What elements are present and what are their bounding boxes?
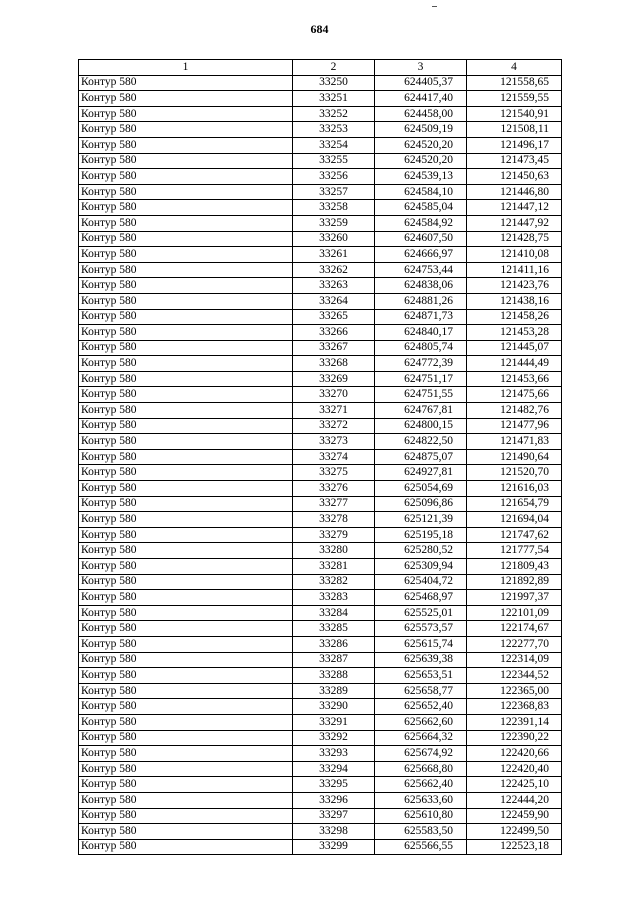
x-coordinate-cell: 624751,55 xyxy=(375,387,467,403)
x-coordinate-cell: 625662,40 xyxy=(375,777,467,793)
point-number-cell: 33289 xyxy=(293,683,375,699)
y-coordinate-cell: 121616,03 xyxy=(467,481,562,497)
point-number-cell: 33287 xyxy=(293,652,375,668)
contour-name-cell: Контур 580 xyxy=(79,605,293,621)
contour-name-cell: Контур 580 xyxy=(79,200,293,216)
contour-name-cell: Контур 580 xyxy=(79,247,293,263)
table-row xyxy=(79,184,562,200)
point-number-cell: 33280 xyxy=(293,543,375,559)
contour-name-cell: Контур 580 xyxy=(79,137,293,153)
contour-name-cell: Контур 580 xyxy=(79,340,293,356)
table-row xyxy=(79,777,562,793)
contour-name-cell: Контур 580 xyxy=(79,590,293,606)
y-coordinate-cell: 122425,10 xyxy=(467,777,562,793)
table-row xyxy=(79,496,562,512)
table-row xyxy=(79,621,562,637)
x-coordinate-cell: 624881,26 xyxy=(375,293,467,309)
contour-name-cell: Контур 580 xyxy=(79,122,293,138)
point-number-cell: 33284 xyxy=(293,605,375,621)
point-number-cell: 33257 xyxy=(293,184,375,200)
point-number-cell: 33255 xyxy=(293,153,375,169)
point-number-cell: 33272 xyxy=(293,418,375,434)
table-row xyxy=(79,278,562,294)
table-row xyxy=(79,293,562,309)
y-coordinate-cell: 121453,28 xyxy=(467,325,562,341)
table-row xyxy=(79,699,562,715)
contour-name-cell: Контур 580 xyxy=(79,184,293,200)
x-coordinate-cell: 625662,60 xyxy=(375,714,467,730)
y-coordinate-cell: 121445,07 xyxy=(467,340,562,356)
contour-name-cell: Контур 580 xyxy=(79,527,293,543)
point-number-cell: 33268 xyxy=(293,356,375,372)
contour-name-cell: Контур 580 xyxy=(79,262,293,278)
y-coordinate-cell: 121471,83 xyxy=(467,434,562,450)
point-number-cell: 33256 xyxy=(293,169,375,185)
point-number-cell: 33261 xyxy=(293,247,375,263)
x-coordinate-cell: 625639,38 xyxy=(375,652,467,668)
table-row xyxy=(79,356,562,372)
y-coordinate-cell: 121475,66 xyxy=(467,387,562,403)
contour-name-cell: Контур 580 xyxy=(79,91,293,107)
point-number-cell: 33260 xyxy=(293,231,375,247)
x-coordinate-cell: 624607,50 xyxy=(375,231,467,247)
y-coordinate-cell: 121428,75 xyxy=(467,231,562,247)
y-coordinate-cell: 121558,65 xyxy=(467,75,562,91)
y-coordinate-cell: 121473,45 xyxy=(467,153,562,169)
table-header-row xyxy=(79,60,562,76)
point-number-cell: 33295 xyxy=(293,777,375,793)
table-row xyxy=(79,465,562,481)
y-coordinate-cell: 121997,37 xyxy=(467,590,562,606)
y-coordinate-cell: 122277,70 xyxy=(467,636,562,652)
contour-name-cell: Контур 580 xyxy=(79,309,293,325)
contour-name-cell: Контур 580 xyxy=(79,652,293,668)
point-number-cell: 33275 xyxy=(293,465,375,481)
table-row xyxy=(79,91,562,107)
table-row xyxy=(79,527,562,543)
y-coordinate-cell: 122420,40 xyxy=(467,761,562,777)
point-number-cell: 33259 xyxy=(293,215,375,231)
table-row xyxy=(79,215,562,231)
contour-name-cell: Контур 580 xyxy=(79,231,293,247)
table-row xyxy=(79,839,562,855)
point-number-cell: 33294 xyxy=(293,761,375,777)
x-coordinate-cell: 625633,60 xyxy=(375,792,467,808)
contour-name-cell: Контур 580 xyxy=(79,714,293,730)
point-number-cell: 33274 xyxy=(293,449,375,465)
table-row xyxy=(79,761,562,777)
contour-name-cell: Контур 580 xyxy=(79,403,293,419)
contour-name-cell: Контур 580 xyxy=(79,293,293,309)
table-row xyxy=(79,122,562,138)
point-number-cell: 33273 xyxy=(293,434,375,450)
y-coordinate-cell: 122314,09 xyxy=(467,652,562,668)
table-body xyxy=(79,75,562,855)
x-coordinate-cell: 625468,97 xyxy=(375,590,467,606)
table-row xyxy=(79,683,562,699)
point-number-cell: 33297 xyxy=(293,808,375,824)
x-coordinate-cell: 624840,17 xyxy=(375,325,467,341)
table-row xyxy=(79,668,562,684)
table-row xyxy=(79,418,562,434)
point-number-cell: 33277 xyxy=(293,496,375,512)
y-coordinate-cell: 122365,00 xyxy=(467,683,562,699)
contour-name-cell: Контур 580 xyxy=(79,683,293,699)
contour-name-cell: Контур 580 xyxy=(79,512,293,528)
point-number-cell: 33292 xyxy=(293,730,375,746)
x-coordinate-cell: 625652,40 xyxy=(375,699,467,715)
table-row xyxy=(79,574,562,590)
point-number-cell: 33276 xyxy=(293,481,375,497)
point-number-cell: 33262 xyxy=(293,262,375,278)
contour-name-cell: Контур 580 xyxy=(79,169,293,185)
y-coordinate-cell: 121559,55 xyxy=(467,91,562,107)
contour-name-cell: Контур 580 xyxy=(79,75,293,91)
contour-name-cell: Контур 580 xyxy=(79,434,293,450)
table-row xyxy=(79,262,562,278)
y-coordinate-cell: 122174,67 xyxy=(467,621,562,637)
point-number-cell: 33291 xyxy=(293,714,375,730)
y-coordinate-cell: 121423,76 xyxy=(467,278,562,294)
point-number-cell: 33283 xyxy=(293,590,375,606)
contour-name-cell: Контур 580 xyxy=(79,465,293,481)
point-number-cell: 33264 xyxy=(293,293,375,309)
x-coordinate-cell: 624927,81 xyxy=(375,465,467,481)
contour-name-cell: Контур 580 xyxy=(79,153,293,169)
x-coordinate-cell: 624584,92 xyxy=(375,215,467,231)
contour-name-cell: Контур 580 xyxy=(79,777,293,793)
y-coordinate-cell: 121747,62 xyxy=(467,527,562,543)
scan-mark xyxy=(432,6,437,7)
x-coordinate-cell: 624405,37 xyxy=(375,75,467,91)
y-coordinate-cell: 121410,08 xyxy=(467,247,562,263)
table-row xyxy=(79,106,562,122)
point-number-cell: 33296 xyxy=(293,792,375,808)
point-number-cell: 33288 xyxy=(293,668,375,684)
contour-name-cell: Контур 580 xyxy=(79,496,293,512)
x-coordinate-cell: 624875,07 xyxy=(375,449,467,465)
point-number-cell: 33258 xyxy=(293,200,375,216)
x-coordinate-cell: 624520,20 xyxy=(375,137,467,153)
contour-name-cell: Контур 580 xyxy=(79,839,293,855)
x-coordinate-cell: 625525,01 xyxy=(375,605,467,621)
x-coordinate-cell: 624458,00 xyxy=(375,106,467,122)
x-coordinate-cell: 625653,51 xyxy=(375,668,467,684)
table-row xyxy=(79,714,562,730)
contour-name-cell: Контур 580 xyxy=(79,746,293,762)
table-row xyxy=(79,403,562,419)
table-row xyxy=(79,325,562,341)
point-number-cell: 33265 xyxy=(293,309,375,325)
column-header-2: 2 xyxy=(293,60,375,76)
y-coordinate-cell: 121446,80 xyxy=(467,184,562,200)
x-coordinate-cell: 625566,55 xyxy=(375,839,467,855)
contour-name-cell: Контур 580 xyxy=(79,792,293,808)
y-coordinate-cell: 121520,70 xyxy=(467,465,562,481)
y-coordinate-cell: 121809,43 xyxy=(467,559,562,575)
point-number-cell: 33252 xyxy=(293,106,375,122)
contour-name-cell: Контур 580 xyxy=(79,449,293,465)
contour-name-cell: Контур 580 xyxy=(79,730,293,746)
contour-name-cell: Контур 580 xyxy=(79,387,293,403)
x-coordinate-cell: 625674,92 xyxy=(375,746,467,762)
y-coordinate-cell: 121777,54 xyxy=(467,543,562,559)
point-number-cell: 33298 xyxy=(293,824,375,840)
table-row xyxy=(79,371,562,387)
table-row xyxy=(79,434,562,450)
x-coordinate-cell: 624767,81 xyxy=(375,403,467,419)
x-coordinate-cell: 624772,39 xyxy=(375,356,467,372)
x-coordinate-cell: 624751,17 xyxy=(375,371,467,387)
column-header-4: 4 xyxy=(467,60,562,76)
table-row xyxy=(79,309,562,325)
x-coordinate-cell: 625615,74 xyxy=(375,636,467,652)
x-coordinate-cell: 624838,06 xyxy=(375,278,467,294)
y-coordinate-cell: 122101,09 xyxy=(467,605,562,621)
contour-name-cell: Контур 580 xyxy=(79,371,293,387)
contour-name-cell: Контур 580 xyxy=(79,106,293,122)
table-row xyxy=(79,824,562,840)
x-coordinate-cell: 625280,52 xyxy=(375,543,467,559)
x-coordinate-cell: 625309,94 xyxy=(375,559,467,575)
y-coordinate-cell: 121438,16 xyxy=(467,293,562,309)
y-coordinate-cell: 121540,91 xyxy=(467,106,562,122)
contour-name-cell: Контур 580 xyxy=(79,824,293,840)
table-row xyxy=(79,200,562,216)
point-number-cell: 33279 xyxy=(293,527,375,543)
y-coordinate-cell: 122523,18 xyxy=(467,839,562,855)
y-coordinate-cell: 122444,20 xyxy=(467,792,562,808)
point-number-cell: 33269 xyxy=(293,371,375,387)
table-row xyxy=(79,543,562,559)
table-row xyxy=(79,137,562,153)
x-coordinate-cell: 624800,15 xyxy=(375,418,467,434)
y-coordinate-cell: 122391,14 xyxy=(467,714,562,730)
x-coordinate-cell: 624666,97 xyxy=(375,247,467,263)
table-row xyxy=(79,169,562,185)
x-coordinate-cell: 625658,77 xyxy=(375,683,467,699)
y-coordinate-cell: 121482,76 xyxy=(467,403,562,419)
y-coordinate-cell: 121444,49 xyxy=(467,356,562,372)
contour-name-cell: Контур 580 xyxy=(79,325,293,341)
y-coordinate-cell: 122459,90 xyxy=(467,808,562,824)
y-coordinate-cell: 122344,52 xyxy=(467,668,562,684)
point-number-cell: 33299 xyxy=(293,839,375,855)
point-number-cell: 33266 xyxy=(293,325,375,341)
x-coordinate-cell: 625664,32 xyxy=(375,730,467,746)
y-coordinate-cell: 121411,16 xyxy=(467,262,562,278)
contour-name-cell: Контур 580 xyxy=(79,699,293,715)
x-coordinate-cell: 625583,50 xyxy=(375,824,467,840)
point-number-cell: 33293 xyxy=(293,746,375,762)
y-coordinate-cell: 121508,11 xyxy=(467,122,562,138)
point-number-cell: 33270 xyxy=(293,387,375,403)
contour-name-cell: Контур 580 xyxy=(79,278,293,294)
table-row xyxy=(79,153,562,169)
point-number-cell: 33251 xyxy=(293,91,375,107)
y-coordinate-cell: 122390,22 xyxy=(467,730,562,746)
column-header-1: 1 xyxy=(79,60,293,76)
table-row xyxy=(79,605,562,621)
point-number-cell: 33271 xyxy=(293,403,375,419)
y-coordinate-cell: 121694,04 xyxy=(467,512,562,528)
x-coordinate-cell: 624753,44 xyxy=(375,262,467,278)
contour-name-cell: Контур 580 xyxy=(79,668,293,684)
point-number-cell: 33253 xyxy=(293,122,375,138)
contour-name-cell: Контур 580 xyxy=(79,761,293,777)
contour-name-cell: Контур 580 xyxy=(79,481,293,497)
table-row xyxy=(79,75,562,91)
y-coordinate-cell: 121654,79 xyxy=(467,496,562,512)
table-row xyxy=(79,512,562,528)
x-coordinate-cell: 624509,19 xyxy=(375,122,467,138)
x-coordinate-cell: 624584,10 xyxy=(375,184,467,200)
contour-name-cell: Контур 580 xyxy=(79,621,293,637)
point-number-cell: 33250 xyxy=(293,75,375,91)
table-row xyxy=(79,387,562,403)
table-row xyxy=(79,590,562,606)
table-row xyxy=(79,746,562,762)
y-coordinate-cell: 121490,64 xyxy=(467,449,562,465)
table-row xyxy=(79,559,562,575)
x-coordinate-cell: 625668,80 xyxy=(375,761,467,777)
point-number-cell: 33267 xyxy=(293,340,375,356)
table-row xyxy=(79,730,562,746)
point-number-cell: 33281 xyxy=(293,559,375,575)
contour-name-cell: Контур 580 xyxy=(79,418,293,434)
x-coordinate-cell: 624539,13 xyxy=(375,169,467,185)
y-coordinate-cell: 122368,83 xyxy=(467,699,562,715)
table-row xyxy=(79,231,562,247)
x-coordinate-cell: 624585,04 xyxy=(375,200,467,216)
page-number: 684 xyxy=(310,22,329,36)
point-number-cell: 33290 xyxy=(293,699,375,715)
x-coordinate-cell: 625054,69 xyxy=(375,481,467,497)
contour-name-cell: Контур 580 xyxy=(79,574,293,590)
contour-name-cell: Контур 580 xyxy=(79,215,293,231)
y-coordinate-cell: 121496,17 xyxy=(467,137,562,153)
x-coordinate-cell: 624805,74 xyxy=(375,340,467,356)
y-coordinate-cell: 121892,89 xyxy=(467,574,562,590)
y-coordinate-cell: 122499,50 xyxy=(467,824,562,840)
coordinates-table xyxy=(78,59,562,855)
y-coordinate-cell: 122420,66 xyxy=(467,746,562,762)
contour-name-cell: Контур 580 xyxy=(79,356,293,372)
table-row xyxy=(79,636,562,652)
table-row xyxy=(79,792,562,808)
table-row xyxy=(79,340,562,356)
point-number-cell: 33278 xyxy=(293,512,375,528)
point-number-cell: 33285 xyxy=(293,621,375,637)
contour-name-cell: Контур 580 xyxy=(79,559,293,575)
column-header-3: 3 xyxy=(375,60,467,76)
x-coordinate-cell: 624520,20 xyxy=(375,153,467,169)
y-coordinate-cell: 121450,63 xyxy=(467,169,562,185)
x-coordinate-cell: 625610,80 xyxy=(375,808,467,824)
contour-name-cell: Контур 580 xyxy=(79,543,293,559)
point-number-cell: 33282 xyxy=(293,574,375,590)
table-row xyxy=(79,808,562,824)
table-row xyxy=(79,652,562,668)
point-number-cell: 33254 xyxy=(293,137,375,153)
x-coordinate-cell: 625121,39 xyxy=(375,512,467,528)
point-number-cell: 33286 xyxy=(293,636,375,652)
table-row xyxy=(79,449,562,465)
x-coordinate-cell: 625573,57 xyxy=(375,621,467,637)
x-coordinate-cell: 624822,50 xyxy=(375,434,467,450)
x-coordinate-cell: 625404,72 xyxy=(375,574,467,590)
x-coordinate-cell: 625195,18 xyxy=(375,527,467,543)
table-row xyxy=(79,481,562,497)
x-coordinate-cell: 625096,86 xyxy=(375,496,467,512)
y-coordinate-cell: 121447,92 xyxy=(467,215,562,231)
table-row xyxy=(79,247,562,263)
y-coordinate-cell: 121458,26 xyxy=(467,309,562,325)
contour-name-cell: Контур 580 xyxy=(79,808,293,824)
y-coordinate-cell: 121477,96 xyxy=(467,418,562,434)
x-coordinate-cell: 624871,73 xyxy=(375,309,467,325)
x-coordinate-cell: 624417,40 xyxy=(375,91,467,107)
y-coordinate-cell: 121453,66 xyxy=(467,371,562,387)
y-coordinate-cell: 121447,12 xyxy=(467,200,562,216)
point-number-cell: 33263 xyxy=(293,278,375,294)
contour-name-cell: Контур 580 xyxy=(79,636,293,652)
